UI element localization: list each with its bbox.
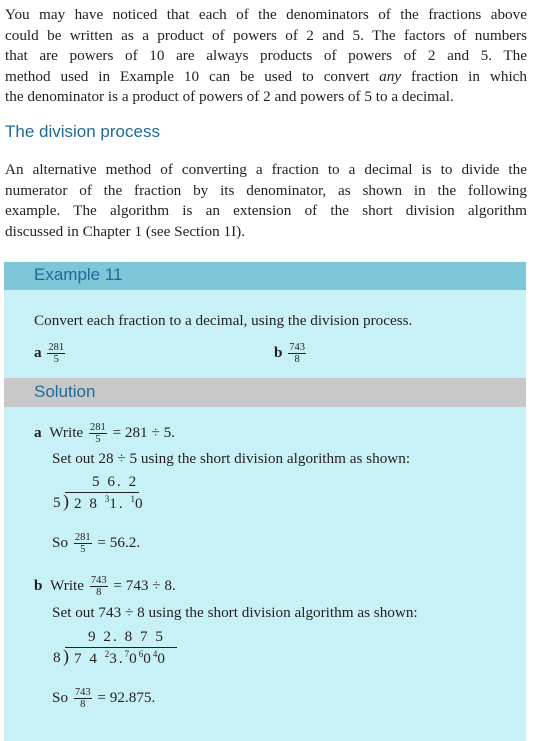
solution-title: Solution <box>34 382 96 401</box>
solution-b-divisor: 8 <box>53 649 63 666</box>
solution-a-label: a <box>34 423 42 441</box>
carry-digit: 4 <box>152 649 158 659</box>
dividend-digits: 0 <box>134 495 145 512</box>
so-word: So <box>52 688 69 706</box>
write-word: Write <box>49 423 84 441</box>
solution-header <box>4 378 526 407</box>
example-header <box>4 262 526 290</box>
fraction-denominator: 5 <box>95 434 101 445</box>
example-part-b <box>274 342 308 365</box>
division-line-2: numerator of the fraction by its denominator, as shown in the following <box>5 181 527 199</box>
solution-b-setout: Set out 743 ÷ 8 using the short division algorithm as shown: <box>52 604 418 621</box>
solution-a-divisor: 5 <box>53 494 63 511</box>
fraction-numerator: 743 <box>90 575 107 586</box>
intro-paragraph <box>5 5 527 108</box>
part-a-label: a <box>34 343 42 361</box>
intro-line-4a: method used in Example 10 can be used to convert <box>5 67 380 85</box>
dividend-digits: 7 4 <box>74 650 99 667</box>
solution-b-fraction <box>90 575 108 598</box>
division-line-1: An alternative method of converting a fraction to a decimal is to divide the <box>5 161 527 178</box>
solution-b-write <box>34 575 176 598</box>
carry-digit: 7 <box>124 649 130 659</box>
fraction-numerator: 281 <box>48 342 65 353</box>
section-heading: The division process <box>5 122 160 141</box>
so-word: So <box>52 533 69 551</box>
solution-a-fraction <box>89 422 107 445</box>
solution-b-label: b <box>34 576 43 594</box>
solution-a-equals: = 281 ÷ 5. <box>112 423 175 441</box>
dividend-digits: 0 <box>157 650 167 667</box>
carry-digit: 6 <box>138 649 144 659</box>
dividend-digits: 2 8 <box>74 495 99 512</box>
fraction-denominator: 8 <box>96 587 102 598</box>
dividend-digits: 0 <box>129 650 139 667</box>
dividend-digits: 3. <box>109 650 125 667</box>
solution-a-setout: Set out 28 ÷ 5 using the short division algorithm as shown: <box>52 450 411 467</box>
solution-a-result <box>52 532 140 555</box>
intro-emphasis-any: any <box>379 67 402 85</box>
example-box <box>4 262 526 741</box>
intro-line-4 <box>5 67 527 88</box>
solution-b-result-fraction <box>74 687 92 710</box>
division-bar <box>65 647 177 648</box>
intro-line-1: You may have noticed that each of the denominators of the fractions above <box>5 6 527 23</box>
part-b-fraction <box>288 342 306 365</box>
solution-a-result-fraction <box>74 532 92 555</box>
dividend-digits: 0 <box>143 650 153 667</box>
result-value: = 92.875. <box>97 688 156 706</box>
fraction-denominator: 8 <box>80 699 86 710</box>
carry-digit: 2 <box>104 649 110 659</box>
solution-b-quotient: 9 2. 8 7 5 <box>88 628 165 645</box>
fraction-numerator: 743 <box>74 687 91 698</box>
division-line-4: discussed in Chapter 1 (see Section 1I). <box>5 222 245 240</box>
carry-digit: 1 <box>130 494 135 504</box>
dividend-digits: 1. <box>109 495 125 512</box>
fraction-numerator: 743 <box>289 342 305 353</box>
intro-line-2: could be written as a product of powers of 2 and 5. The factors of numbers <box>5 26 527 44</box>
solution-b-dividend <box>74 649 167 668</box>
fraction-numerator: 281 <box>74 532 91 543</box>
intro-line-3: that are powers of 10 are always products of powers of 2 and 5. The <box>5 47 527 64</box>
part-a-fraction <box>47 342 65 365</box>
intro-line-4b: fraction in which <box>401 67 527 85</box>
division-bracket: ) <box>63 491 69 511</box>
part-b-label: b <box>274 343 283 361</box>
division-bracket: ) <box>63 646 69 666</box>
fraction-numerator: 281 <box>89 422 106 433</box>
example-instruction: Convert each fraction to a decimal, using the division process. <box>34 312 413 329</box>
example-title: Example 11 <box>34 265 123 284</box>
fraction-denominator: 5 <box>80 544 86 555</box>
result-value: = 56.2. <box>97 533 141 551</box>
solution-a-write <box>34 422 175 445</box>
intro-line-5: the denominator is a product of powers of 2 and powers of 5 to a decimal. <box>5 88 454 105</box>
division-bar <box>65 492 139 493</box>
carry-digit: 3 <box>104 494 110 504</box>
fraction-denominator: 5 <box>53 354 59 365</box>
fraction-denominator: 8 <box>294 354 300 365</box>
example-part-a <box>34 342 67 365</box>
write-word: Write <box>50 576 85 594</box>
solution-b-equals: = 743 ÷ 8. <box>113 576 176 594</box>
solution-b-result <box>52 687 155 710</box>
division-paragraph <box>5 160 527 242</box>
division-line-3: example. The algorithm is an extension of the short division algorithm <box>5 202 527 219</box>
solution-a-dividend <box>74 494 145 513</box>
solution-a-quotient: 5 6. 2 <box>92 473 139 490</box>
